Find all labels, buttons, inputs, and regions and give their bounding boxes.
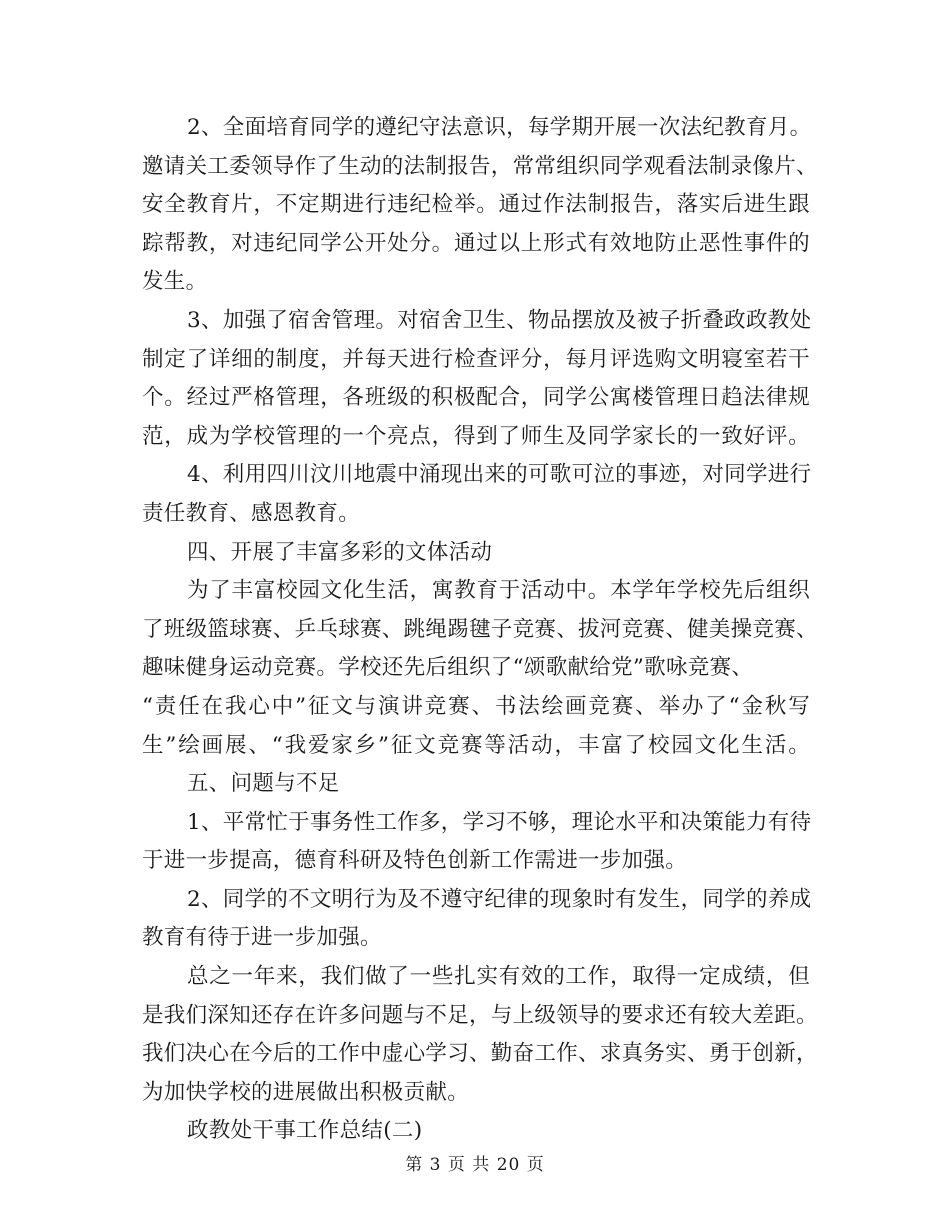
paragraph-line: 总之一年来，我们做了一些扎实有效的工作，取得一定成绩，但: [187, 964, 810, 990]
paragraph-line: 邀请关工委领导作了生动的法制报告，常常组织同学观看法制录像片、: [142, 153, 818, 179]
paragraph-line: 安全教育片，不定期进行违纪检举。通过作法制报告，落实后进生跟: [142, 192, 810, 218]
paragraph-line: 趣味健身运动竞赛。学校还先后组织了“颂歌献给党”歌咏竞赛、: [142, 655, 754, 681]
paragraph-line: 4、利用四川汶川地震中涌现出来的可歌可泣的事迹，对同学进行: [187, 462, 812, 488]
paragraph-line: 责任教育、感恩教育。: [142, 500, 361, 526]
paragraph-line: “责任在我心中”征文与演讲竞赛、书法绘画竞赛、举办了“金秋写: [142, 693, 810, 719]
paragraph-line: 生”绘画展、“我爱家乡”征文竞赛等活动，丰富了校园文化生活。: [142, 732, 810, 758]
paragraph-line: 2、同学的不文明行为及不遵守纪律的现象时有发生，同学的养成: [187, 886, 812, 912]
paragraph-line: 是我们深知还存在许多问题与不足，与上级领导的要求还有较大差距。: [142, 1002, 818, 1028]
paragraph-line: 1、平常忙于事务性工作多，学习不够，理论水平和决策能力有待: [187, 809, 812, 835]
paragraph-line: 我们决心在今后的工作中虚心学习、勤奋工作、求真务实、勇于创新，: [142, 1041, 818, 1067]
paragraph-line: 3、加强了宿舍管理。对宿舍卫生、物品摆放及被子折叠政政教处: [187, 307, 812, 333]
document-body: [142, 109, 818, 1151]
paragraph-line: 个。经过严格管理，各班级的积极配合，同学公寓楼管理日趋法律规: [142, 385, 810, 411]
paragraph-line: 了班级篮球赛、乒乓球赛、跳绳踢毽子竞赛、拔河竞赛、健美操竞赛、: [142, 616, 818, 642]
page-number: 第 3 页 共 20 页: [405, 1155, 545, 1175]
paragraph-line: 为了丰富校园文化生活，寓教育于活动中。本学年学校先后组织: [187, 578, 810, 604]
paragraph-line: 发生。: [142, 269, 208, 295]
paragraph-line: 踪帮教，对违纪同学公开处分。通过以上形式有效地防止恶性事件的: [142, 230, 810, 256]
section-heading: 政教处干事工作总结(二): [187, 1118, 423, 1144]
paragraph-line: 为加快学校的进展做出积极贡献。: [142, 1079, 470, 1105]
paragraph-line: 制定了详细的制度，并每天进行检查评分，每月评选购文明寝室若干: [142, 346, 810, 372]
paragraph-line: 教育有待于进一步加强。: [142, 925, 382, 951]
section-heading: 五、问题与不足: [187, 771, 340, 797]
paragraph-line: 2、全面培育同学的遵纪守法意识，每学期开展一次法纪教育月。: [187, 115, 812, 140]
paragraph-line: 于进一步提高，德育科研及特色创新工作需进一步加强。: [142, 848, 688, 874]
paragraph-line: 范，成为学校管理的一个亮点，得到了师生及同学家长的一致好评。: [142, 423, 810, 449]
section-heading: 四、开展了丰富多彩的文体活动: [187, 539, 493, 565]
